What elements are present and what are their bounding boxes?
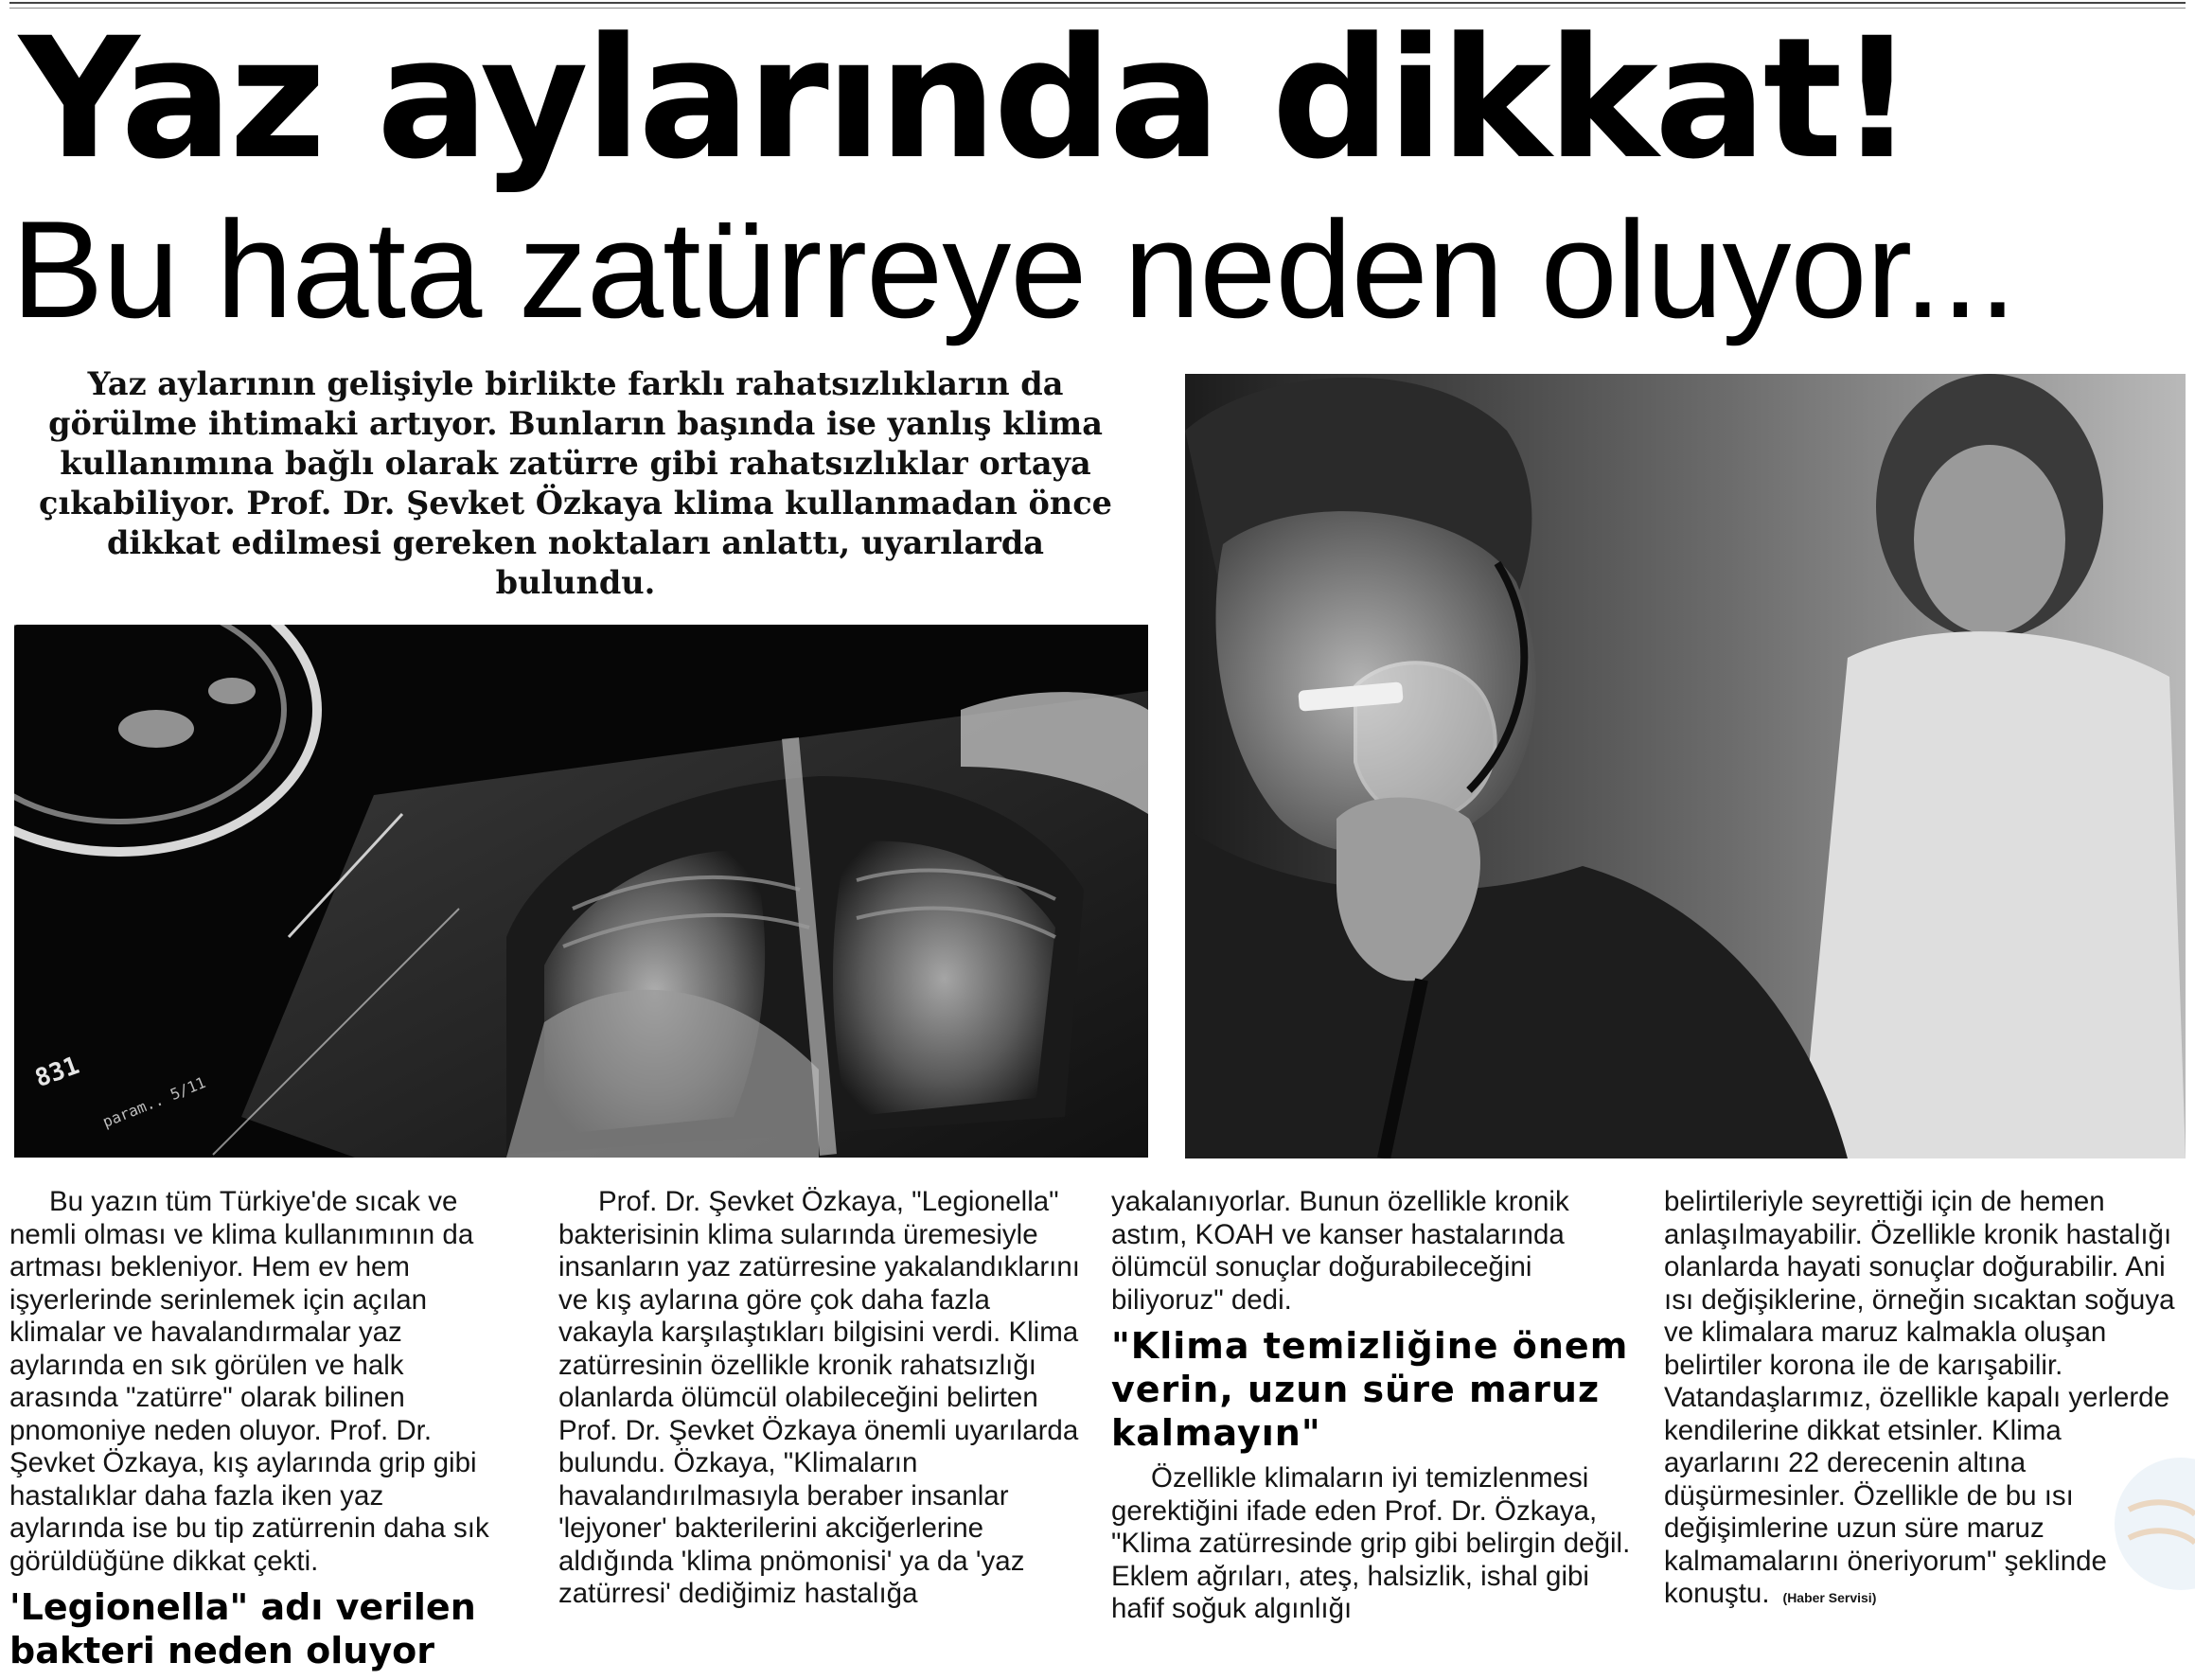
article-column-2 xyxy=(558,1186,1089,1611)
headline: Yaz aylarında dikkat! xyxy=(19,2,1911,196)
subhead: Bu hata zatürreye neden oluyor... xyxy=(11,192,2016,346)
body-paragraph: Bu yazın tüm Türkiye'de sıcak ve nemli olması ve klima kullanımının da artması bekleniyor. Hem ev hem işyerlerinde serinlemek için açılan klimalar ve havalandırmalar yaz aylarında en sık görülen ve halk arasında "zatürre" olarak bilinen pnomoniye neden oluyor. Prof. Dr. Şevket Özkaya, kış aylarında grip gibi hastalıklar daha fazla iken yaz aylarında ise bu tip zatürrenin daha sık görüldüğüne dikkat çekti. xyxy=(9,1186,489,1577)
lead-paragraph: Yaz aylarının gelişiyle birlikte farklı rahatsızlıkların da görülme ihtimaki artıyor. Bunların başında ise yanlış klima kullanımına bağlı olarak zatürre gibi rahatsızlıklar ortaya çıkabiliyor. Prof. Dr. Şevket Özkaya klima kullanmadan önce dikkat edilmesi gereken noktaları anlattı, uyarılarda bulundu. xyxy=(39,365,1112,601)
patient-illustration xyxy=(1185,374,2186,1158)
article-column-3 xyxy=(1111,1186,1637,1626)
watermark-stamp-icon xyxy=(2091,1439,2195,1609)
monitor-caption: param.. 5/11 xyxy=(99,1073,208,1131)
section-heading-klima: "Klima temizliğine önem verin, uzun süre maruz kalmayın" xyxy=(1111,1325,1629,1454)
section-heading-legionella: 'Legionella" adı verilen bakteri neden oluyor xyxy=(9,1586,476,1671)
body-paragraph: Özellikle klimaların iyi temizlenmesi gerektiğini ifade eden Prof. Dr. Özkaya, "Klima zatürresinde grip gibi belirgin değil. Eklem ağrıları, ateş, halsizlik, ishal gibi hafif soğuk algınlığı xyxy=(1111,1462,1631,1624)
article-column-1 xyxy=(9,1186,502,1680)
body-text: belirtileriyle seyrettiği için de hemen anlaşılmayabilir. Özellikle kronik hastalığı olanlarda hayati sonuçlar doğurabilir. Ani ısı değişiklerine, örneğin sıcaktan soğuya ve klimalara maruz kalmakla oluşan belirtiler korona ile de karışabilir. Vatandaşlarımız, özellikle kapalı yerlerde kendilerine dikkat etsinler. Klima ayarlarını 22 derecenin altına düşürmesinler. Özellikle de bu ısı değişimlerine uzun süre maruz kalmamalarını öneriyorum" şeklinde konuştu. xyxy=(1664,1186,2175,1609)
body-paragraph: yakalanıyorlar. Bunun özellikle kronik astım, KOAH ve kanser hastalarında ölümcül sonuçlar doğurabileceğini biliyoruz" dedi. xyxy=(1111,1186,1569,1316)
patient-photo xyxy=(1185,374,2186,1158)
body-paragraph: Prof. Dr. Şevket Özkaya, "Legionella" bakterisinin klima sularında üremesiyle insanların yaz zatürresine yakalandıklarını ve kış aylarına göre çok daha fazla vakayla karşılaştıkları bilgisini verdi. Klima zatürresinin özellikle kronik rahatsızlığı olanlarda ölümcül olabileceğini belirten Prof. Dr. Şevket Özkaya önemli uyarılarda bulundu. Özkaya, "Klimaların havalandırılmasıyla beraber insanlar 'lejyoner' bakterilerini akciğerlerine aldığında 'klima pnömonisi' ya da 'yaz zatürresi' dediğimiz hastalığa xyxy=(558,1186,1080,1609)
xray-photo xyxy=(14,625,1148,1158)
monitor-readout: 831 xyxy=(31,1051,83,1094)
xray-illustration xyxy=(14,625,1148,1158)
byline-credit: (Haber Servisi) xyxy=(1782,1590,1877,1605)
